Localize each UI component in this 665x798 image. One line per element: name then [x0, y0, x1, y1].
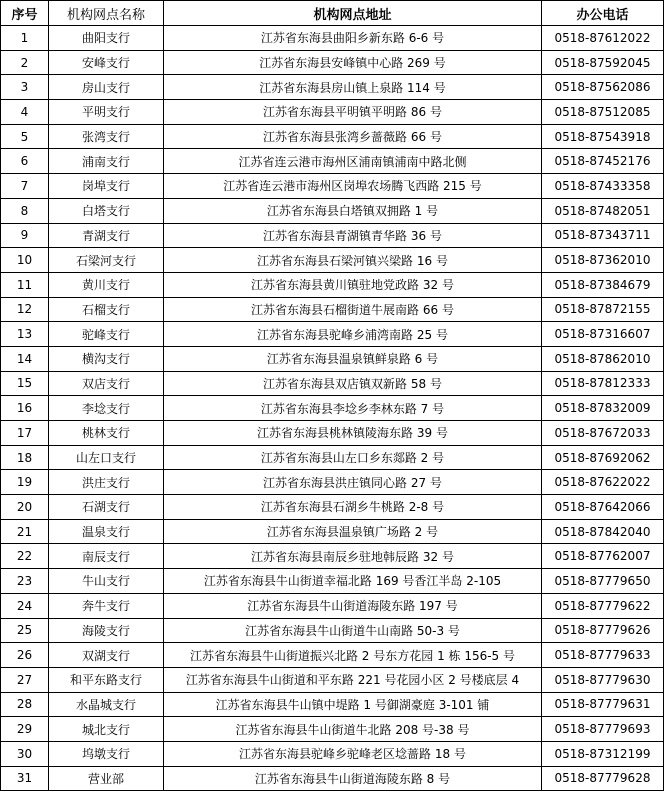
branch-name: 和平东路支行 [49, 667, 164, 692]
office-phone: 0518-87312199 [542, 741, 664, 766]
table-body [1, 26, 664, 791]
office-phone: 0518-87543918 [542, 124, 664, 149]
row-index: 27 [1, 667, 49, 692]
table-row [1, 149, 664, 174]
office-phone: 0518-87779626 [542, 618, 664, 643]
office-phone: 0518-87779633 [542, 643, 664, 668]
office-phone: 0518-87622022 [542, 470, 664, 495]
table-row [1, 174, 664, 199]
office-phone: 0518-87612022 [542, 26, 664, 51]
branch-name: 洪庄支行 [49, 470, 164, 495]
row-index: 1 [1, 26, 49, 51]
branch-address: 江苏省东海县石榴街道牛展南路 66 号 [164, 297, 542, 322]
office-phone: 0518-87512085 [542, 100, 664, 125]
office-phone: 0518-87779630 [542, 667, 664, 692]
branch-address: 江苏省东海县石梁河镇兴梁路 16 号 [164, 248, 542, 273]
office-phone: 0518-87779650 [542, 569, 664, 594]
table-row [1, 569, 664, 594]
office-phone: 0518-87862010 [542, 346, 664, 371]
branch-address: 江苏省东海县黄川镇驻地党政路 32 号 [164, 272, 542, 297]
branch-address: 江苏省东海县温泉镇鲜泉路 6 号 [164, 346, 542, 371]
branch-name: 石梁河支行 [49, 248, 164, 273]
branch-name: 石湖支行 [49, 495, 164, 520]
branch-name: 房山支行 [49, 75, 164, 100]
branch-name: 白塔支行 [49, 198, 164, 223]
row-index: 12 [1, 297, 49, 322]
office-phone: 0518-87779622 [542, 593, 664, 618]
branch-address: 江苏省东海县牛山街道牛山南路 50-3 号 [164, 618, 542, 643]
row-index: 29 [1, 717, 49, 742]
row-index: 23 [1, 569, 49, 594]
branch-address: 江苏省东海县牛山镇中堤路 1 号御湖豪庭 3-101 铺 [164, 692, 542, 717]
branch-name: 城北支行 [49, 717, 164, 742]
table-row [1, 544, 664, 569]
branch-name: 营业部 [49, 766, 164, 791]
branch-address: 江苏省东海县房山镇上泉路 114 号 [164, 75, 542, 100]
branch-address: 江苏省东海县李埝乡李林东路 7 号 [164, 396, 542, 421]
row-index: 19 [1, 470, 49, 495]
row-index: 10 [1, 248, 49, 273]
row-index: 8 [1, 198, 49, 223]
branch-address: 江苏省东海县白塔镇双拥路 1 号 [164, 198, 542, 223]
row-index: 26 [1, 643, 49, 668]
branch-name: 桃林支行 [49, 421, 164, 446]
table-row [1, 741, 664, 766]
branch-address: 江苏省东海县牛山街道振兴北路 2 号东方花园 1 栋 156-5 号 [164, 643, 542, 668]
branch-address: 江苏省东海县曲阳乡新东路 6-6 号 [164, 26, 542, 51]
branch-address: 江苏省东海县双店镇双新路 58 号 [164, 371, 542, 396]
table-row [1, 593, 664, 618]
branch-name: 坞墩支行 [49, 741, 164, 766]
row-index: 13 [1, 322, 49, 347]
branch-address: 江苏省东海县石湖乡牛桃路 2-8 号 [164, 495, 542, 520]
office-phone: 0518-87452176 [542, 149, 664, 174]
office-phone: 0518-87779631 [542, 692, 664, 717]
branch-name: 黄川支行 [49, 272, 164, 297]
branch-name: 青湖支行 [49, 223, 164, 248]
branch-address: 江苏省东海县南辰乡驻地韩辰路 32 号 [164, 544, 542, 569]
table-row [1, 272, 664, 297]
branch-address: 江苏省东海县平明镇平明路 86 号 [164, 100, 542, 125]
row-index: 7 [1, 174, 49, 199]
office-phone: 0518-87779693 [542, 717, 664, 742]
table-row [1, 445, 664, 470]
row-index: 25 [1, 618, 49, 643]
branch-name: 双店支行 [49, 371, 164, 396]
table-row [1, 124, 664, 149]
row-index: 14 [1, 346, 49, 371]
branch-address: 江苏省连云港市海州区岗埠农场腾飞西路 215 号 [164, 174, 542, 199]
row-index: 30 [1, 741, 49, 766]
table-row [1, 346, 664, 371]
row-index: 15 [1, 371, 49, 396]
table-row [1, 223, 664, 248]
branch-name: 曲阳支行 [49, 26, 164, 51]
table-row [1, 50, 664, 75]
office-phone: 0518-87692062 [542, 445, 664, 470]
branch-name: 牛山支行 [49, 569, 164, 594]
office-phone: 0518-87842040 [542, 519, 664, 544]
branch-name: 水晶城支行 [49, 692, 164, 717]
branch-address: 江苏省东海县牛山街道牛北路 208 号-38 号 [164, 717, 542, 742]
table-row [1, 470, 664, 495]
row-index: 2 [1, 50, 49, 75]
office-phone: 0518-87384679 [542, 272, 664, 297]
row-index: 31 [1, 766, 49, 791]
branch-address: 江苏省东海县牛山街道海陵东路 8 号 [164, 766, 542, 791]
table-row [1, 322, 664, 347]
header-row [1, 1, 664, 26]
branch-address: 江苏省东海县山左口乡东郯路 2 号 [164, 445, 542, 470]
office-phone: 0518-87362010 [542, 248, 664, 273]
table-row [1, 717, 664, 742]
office-phone: 0518-87832009 [542, 396, 664, 421]
branch-address: 江苏省东海县温泉镇广场路 2 号 [164, 519, 542, 544]
row-index: 9 [1, 223, 49, 248]
office-phone: 0518-87482051 [542, 198, 664, 223]
office-phone: 0518-87872155 [542, 297, 664, 322]
branch-name: 奔牛支行 [49, 593, 164, 618]
table-row [1, 692, 664, 717]
header-office-phone: 办公电话 [542, 1, 664, 26]
office-phone: 0518-87592045 [542, 50, 664, 75]
table-row [1, 198, 664, 223]
branch-address: 江苏省东海县青湖镇青华路 36 号 [164, 223, 542, 248]
row-index: 4 [1, 100, 49, 125]
header-branch-name: 机构网点名称 [49, 1, 164, 26]
table-row [1, 495, 664, 520]
table-row [1, 297, 664, 322]
table-row [1, 100, 664, 125]
branch-name: 双湖支行 [49, 643, 164, 668]
table-row [1, 26, 664, 51]
branch-name: 山左口支行 [49, 445, 164, 470]
row-index: 20 [1, 495, 49, 520]
office-phone: 0518-87812333 [542, 371, 664, 396]
header-branch-address: 机构网点地址 [164, 1, 542, 26]
office-phone: 0518-87433358 [542, 174, 664, 199]
office-phone: 0518-87316607 [542, 322, 664, 347]
table-row [1, 396, 664, 421]
table-row [1, 766, 664, 791]
table-row [1, 248, 664, 273]
branch-name: 温泉支行 [49, 519, 164, 544]
header-index: 序号 [1, 1, 49, 26]
office-phone: 0518-87562086 [542, 75, 664, 100]
row-index: 22 [1, 544, 49, 569]
row-index: 17 [1, 421, 49, 446]
row-index: 16 [1, 396, 49, 421]
branch-name: 驼峰支行 [49, 322, 164, 347]
row-index: 28 [1, 692, 49, 717]
office-phone: 0518-87642066 [542, 495, 664, 520]
office-phone: 0518-87672033 [542, 421, 664, 446]
row-index: 24 [1, 593, 49, 618]
branch-address: 江苏省东海县牛山街道和平东路 221 号花园小区 2 号楼底层 4 [164, 667, 542, 692]
office-phone: 0518-87343711 [542, 223, 664, 248]
branch-name: 海陵支行 [49, 618, 164, 643]
branch-name: 南辰支行 [49, 544, 164, 569]
row-index: 6 [1, 149, 49, 174]
branch-address: 江苏省连云港市海州区浦南镇浦南中路北侧 [164, 149, 542, 174]
branch-name: 岗埠支行 [49, 174, 164, 199]
table-row [1, 519, 664, 544]
row-index: 21 [1, 519, 49, 544]
branch-name: 石榴支行 [49, 297, 164, 322]
branch-name: 张湾支行 [49, 124, 164, 149]
branch-address: 江苏省东海县牛山街道幸福北路 169 号香江半岛 2-105 [164, 569, 542, 594]
table-row [1, 643, 664, 668]
branch-address: 江苏省东海县驼峰乡驼峰老区埝蔷路 18 号 [164, 741, 542, 766]
branch-name: 浦南支行 [49, 149, 164, 174]
branch-address: 江苏省东海县张湾乡蔷薇路 66 号 [164, 124, 542, 149]
office-phone: 0518-87779628 [542, 766, 664, 791]
row-index: 3 [1, 75, 49, 100]
table-row [1, 371, 664, 396]
table-row [1, 421, 664, 446]
row-index: 11 [1, 272, 49, 297]
branch-name: 横沟支行 [49, 346, 164, 371]
office-phone: 0518-87762007 [542, 544, 664, 569]
branch-name: 安峰支行 [49, 50, 164, 75]
branch-address: 江苏省东海县牛山街道海陵东路 197 号 [164, 593, 542, 618]
branch-name: 平明支行 [49, 100, 164, 125]
branch-address: 江苏省东海县桃林镇陵海东路 39 号 [164, 421, 542, 446]
branch-name: 李埝支行 [49, 396, 164, 421]
table-row [1, 75, 664, 100]
branch-address: 江苏省东海县洪庄镇同心路 27 号 [164, 470, 542, 495]
branch-address: 江苏省东海县安峰镇中心路 269 号 [164, 50, 542, 75]
branch-address: 江苏省东海县驼峰乡浦湾南路 25 号 [164, 322, 542, 347]
table-row [1, 667, 664, 692]
row-index: 18 [1, 445, 49, 470]
table-row [1, 618, 664, 643]
row-index: 5 [1, 124, 49, 149]
